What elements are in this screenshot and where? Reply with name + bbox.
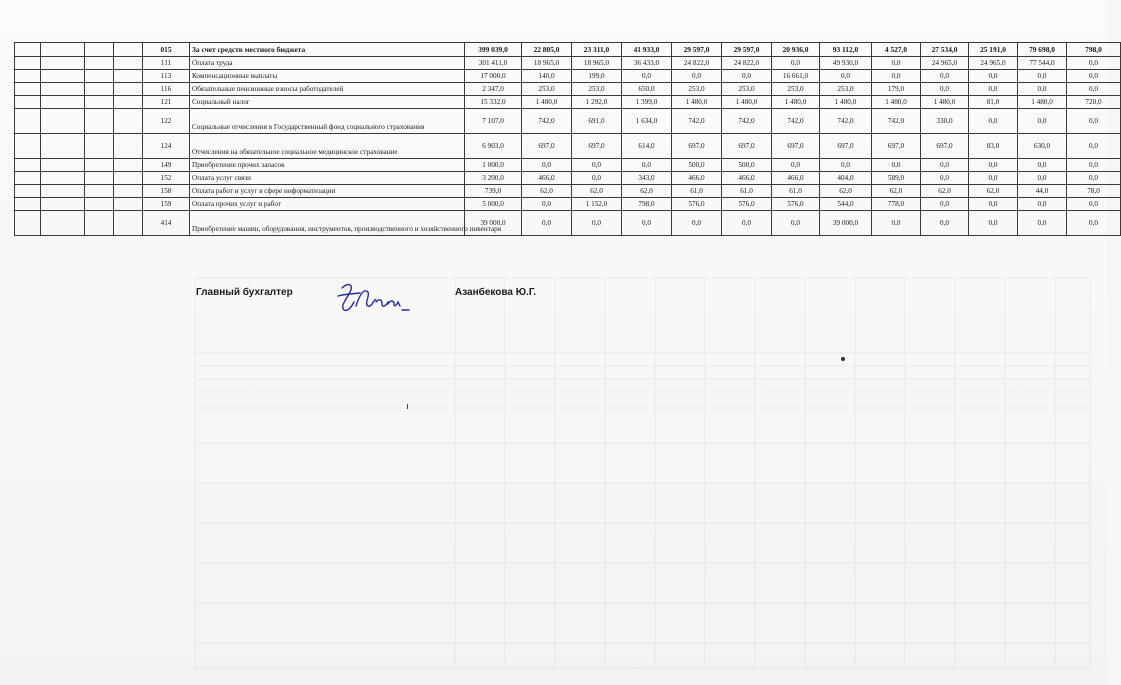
amount-cell: 697,0 — [820, 134, 872, 159]
blank-cell — [85, 134, 114, 159]
code-cell: 116 — [143, 83, 190, 96]
blank-cell — [15, 185, 41, 198]
blank-cell — [15, 134, 41, 159]
item-name-cell: Обязательные пенсионные взносы работодателей — [190, 83, 465, 96]
code-cell: 152 — [143, 172, 190, 185]
amount-cell: 576,0 — [772, 198, 820, 211]
table-header-row — [15, 43, 1121, 57]
amount-cell: 253,0 — [820, 83, 872, 96]
amount-cell: 466,0 — [672, 172, 722, 185]
amount-cell: 4 527,0 — [872, 43, 921, 57]
amount-cell: 253,0 — [772, 83, 820, 96]
amount-cell: 253,0 — [722, 83, 772, 96]
blank-cell — [15, 70, 41, 83]
amount-cell: 0,0 — [772, 211, 820, 236]
blank-cell — [114, 211, 143, 236]
amount-cell: 199,0 — [572, 70, 622, 83]
item-name-cell: Приобретение машин, оборудования, инструментов, производственного и хозяйственного инвентаря — [190, 211, 465, 236]
code-cell: 158 — [143, 185, 190, 198]
blank-cell — [114, 172, 143, 185]
table-row — [15, 83, 1121, 96]
amount-cell: 93 112,0 — [820, 43, 872, 57]
amount-cell: 0,0 — [1067, 211, 1121, 236]
amount-cell: 301 411,0 — [465, 57, 522, 70]
code-cell: 414 — [143, 211, 190, 236]
amount-cell: 24 965,0 — [969, 57, 1018, 70]
amount-cell: 1 480,0 — [1018, 96, 1067, 109]
amount-cell: 20 936,0 — [772, 43, 820, 57]
amount-cell: 3 200,0 — [465, 172, 522, 185]
table-row — [15, 185, 1121, 198]
amount-cell: 0,0 — [522, 198, 572, 211]
amount-cell: 0,0 — [1018, 198, 1067, 211]
amount-cell: 0,0 — [921, 198, 969, 211]
amount-cell: 466,0 — [722, 172, 772, 185]
ink-speck — [840, 356, 846, 362]
amount-cell: 0,0 — [1018, 70, 1067, 83]
amount-cell: 61,0 — [722, 185, 772, 198]
amount-cell: 62,0 — [522, 185, 572, 198]
amount-cell: 1 480,0 — [820, 96, 872, 109]
amount-cell: 0,0 — [1018, 109, 1067, 134]
table-row — [15, 57, 1121, 70]
amount-cell: 5 000,0 — [465, 198, 522, 211]
amount-cell: 544,0 — [820, 198, 872, 211]
amount-cell: 798,0 — [1067, 43, 1121, 57]
amount-cell: 62,0 — [572, 185, 622, 198]
item-name-cell: Оплата труда — [190, 57, 465, 70]
amount-cell: 79 698,0 — [1018, 43, 1067, 57]
amount-cell: 29 597,0 — [722, 43, 772, 57]
blank-cell — [15, 211, 41, 236]
amount-cell: 0,0 — [872, 159, 921, 172]
amount-cell: 697,0 — [772, 134, 820, 159]
table-row — [15, 172, 1121, 185]
blank-cell — [85, 211, 114, 236]
amount-cell: 62,0 — [921, 185, 969, 198]
blank-cell — [85, 185, 114, 198]
bleed-through-table — [185, 258, 1100, 678]
blank-cell — [15, 172, 41, 185]
blank-cell — [114, 109, 143, 134]
blank-cell — [41, 159, 85, 172]
handwritten-signature — [334, 276, 414, 318]
code-cell: 111 — [143, 57, 190, 70]
item-name-cell: Оплата услуг связи — [190, 172, 465, 185]
table-row — [15, 70, 1121, 83]
amount-cell: 18 965,0 — [572, 57, 622, 70]
budget-table — [14, 42, 1121, 236]
code-cell: 113 — [143, 70, 190, 83]
amount-cell: 742,0 — [820, 109, 872, 134]
amount-cell: 18 965,0 — [522, 57, 572, 70]
amount-cell: 697,0 — [872, 134, 921, 159]
amount-cell: 41 933,0 — [622, 43, 672, 57]
amount-cell: 500,0 — [722, 159, 772, 172]
item-name-cell: За счет средств местного бюджета — [190, 43, 465, 57]
blank-cell — [114, 70, 143, 83]
amount-cell: 0,0 — [622, 159, 672, 172]
amount-cell: 0,0 — [772, 159, 820, 172]
amount-cell: 0,0 — [772, 57, 820, 70]
table-row — [15, 198, 1121, 211]
amount-cell: 0,0 — [1067, 83, 1121, 96]
amount-cell: 49 930,0 — [820, 57, 872, 70]
amount-cell: 697,0 — [672, 134, 722, 159]
amount-cell: 62,0 — [969, 185, 1018, 198]
blank-cell — [114, 134, 143, 159]
amount-cell: 0,0 — [522, 159, 572, 172]
amount-cell: 0,0 — [820, 159, 872, 172]
code-cell: 015 — [143, 43, 190, 57]
amount-cell: 1 152,0 — [572, 198, 622, 211]
amount-cell: 62,0 — [622, 185, 672, 198]
amount-cell: 0,0 — [1018, 83, 1067, 96]
amount-cell: 691,0 — [572, 109, 622, 134]
amount-cell: 44,0 — [1018, 185, 1067, 198]
amount-cell: 798,0 — [622, 198, 672, 211]
blank-cell — [85, 198, 114, 211]
table-row — [15, 159, 1121, 172]
amount-cell: 742,0 — [772, 109, 820, 134]
amount-cell: 778,0 — [872, 198, 921, 211]
item-name-cell: Оплата работ и услуг в сфере информатизации — [190, 185, 465, 198]
amount-cell: 27 534,0 — [921, 43, 969, 57]
item-name-cell: Социальный налог — [190, 96, 465, 109]
amount-cell: 0,0 — [921, 172, 969, 185]
amount-cell: 1 399,0 — [622, 96, 672, 109]
amount-cell: 630,0 — [1018, 134, 1067, 159]
amount-cell: 253,0 — [522, 83, 572, 96]
amount-cell: 466,0 — [522, 172, 572, 185]
amount-cell: 179,0 — [872, 83, 921, 96]
amount-cell: 0,0 — [820, 70, 872, 83]
code-cell: 124 — [143, 134, 190, 159]
amount-cell: 36 433,0 — [622, 57, 672, 70]
amount-cell: 0,0 — [622, 211, 672, 236]
blank-cell — [15, 57, 41, 70]
amount-cell: 742,0 — [522, 109, 572, 134]
amount-cell: 0,0 — [872, 70, 921, 83]
signer-name: Азанбекова Ю.Г. — [455, 287, 537, 298]
amount-cell: 1 292,0 — [572, 96, 622, 109]
code-cell: 149 — [143, 159, 190, 172]
blank-cell — [41, 134, 85, 159]
blank-cell — [85, 109, 114, 134]
amount-cell: 0,0 — [1018, 159, 1067, 172]
amount-cell: 17 000,0 — [465, 70, 522, 83]
blank-cell — [85, 43, 114, 57]
amount-cell: 24 822,0 — [722, 57, 772, 70]
amount-cell: 62,0 — [820, 185, 872, 198]
amount-cell: 500,0 — [672, 159, 722, 172]
amount-cell: 39 000,0 — [820, 211, 872, 236]
blank-cell — [85, 57, 114, 70]
blank-cell — [41, 96, 85, 109]
amount-cell: 0,0 — [969, 198, 1018, 211]
blank-cell — [85, 159, 114, 172]
blank-cell — [114, 185, 143, 198]
blank-cell — [15, 96, 41, 109]
amount-cell: 25 191,0 — [969, 43, 1018, 57]
amount-cell: 24 822,0 — [672, 57, 722, 70]
item-name-cell: Оплата прочих услуг и работ — [190, 198, 465, 211]
amount-cell: 0,0 — [1018, 172, 1067, 185]
blank-cell — [114, 43, 143, 57]
amount-cell: 1 480,0 — [672, 96, 722, 109]
amount-cell: 0,0 — [572, 211, 622, 236]
amount-cell: 61,0 — [772, 185, 820, 198]
amount-cell: 0,0 — [921, 83, 969, 96]
amount-cell: 0,0 — [969, 83, 1018, 96]
blank-cell — [85, 172, 114, 185]
amount-cell: 0,0 — [969, 70, 1018, 83]
blank-cell — [41, 211, 85, 236]
blank-cell — [114, 96, 143, 109]
amount-cell: 15 332,0 — [465, 96, 522, 109]
amount-cell: 0,0 — [872, 211, 921, 236]
blank-cell — [41, 185, 85, 198]
amount-cell: 742,0 — [722, 109, 772, 134]
amount-cell: 253,0 — [672, 83, 722, 96]
amount-cell: 7 107,0 — [465, 109, 522, 134]
amount-cell: 0,0 — [969, 172, 1018, 185]
amount-cell: 22 805,0 — [522, 43, 572, 57]
code-cell: 122 — [143, 109, 190, 134]
blank-cell — [15, 43, 41, 57]
amount-cell: 0,0 — [1067, 70, 1121, 83]
amount-cell: 6 903,0 — [465, 134, 522, 159]
amount-cell: 1 480,0 — [522, 96, 572, 109]
amount-cell: 62,0 — [872, 185, 921, 198]
amount-cell: 0,0 — [921, 70, 969, 83]
blank-cell — [41, 70, 85, 83]
amount-cell: 0,0 — [1067, 198, 1121, 211]
amount-cell: 0,0 — [969, 211, 1018, 236]
amount-cell: 0,0 — [672, 211, 722, 236]
amount-cell: 81,0 — [969, 96, 1018, 109]
amount-cell: 739,0 — [465, 185, 522, 198]
blank-cell — [15, 198, 41, 211]
amount-cell: 0,0 — [722, 70, 772, 83]
amount-cell: 0,0 — [1018, 211, 1067, 236]
amount-cell: 0,0 — [1067, 134, 1121, 159]
blank-cell — [15, 159, 41, 172]
amount-cell: 77 544,0 — [1018, 57, 1067, 70]
amount-cell: 1 480,0 — [722, 96, 772, 109]
amount-cell: 697,0 — [921, 134, 969, 159]
amount-cell: 404,0 — [820, 172, 872, 185]
blank-cell — [41, 43, 85, 57]
amount-cell: 1 000,0 — [465, 159, 522, 172]
amount-cell: 0,0 — [572, 172, 622, 185]
amount-cell: 140,0 — [522, 70, 572, 83]
amount-cell: 0,0 — [1067, 172, 1121, 185]
amount-cell: 23 311,0 — [572, 43, 622, 57]
amount-cell: 83,0 — [969, 134, 1018, 159]
amount-cell: 24 965,0 — [921, 57, 969, 70]
blank-cell — [85, 83, 114, 96]
table-row — [15, 211, 1121, 236]
amount-cell: 466,0 — [772, 172, 820, 185]
blank-cell — [41, 198, 85, 211]
code-cell: 121 — [143, 96, 190, 109]
amount-cell: 0,0 — [1067, 57, 1121, 70]
amount-cell: 589,0 — [872, 172, 921, 185]
amount-cell: 0,0 — [672, 70, 722, 83]
amount-cell: 343,0 — [622, 172, 672, 185]
blank-cell — [114, 83, 143, 96]
blank-cell — [114, 198, 143, 211]
amount-cell: 61,0 — [672, 185, 722, 198]
amount-cell: 697,0 — [572, 134, 622, 159]
amount-cell: 0,0 — [1067, 159, 1121, 172]
blank-cell — [41, 172, 85, 185]
amount-cell: 0,0 — [872, 57, 921, 70]
amount-cell: 0,0 — [921, 159, 969, 172]
amount-cell: 1 480,0 — [872, 96, 921, 109]
amount-cell: 399 039,0 — [465, 43, 522, 57]
amount-cell: 16 661,0 — [772, 70, 820, 83]
amount-cell: 253,0 — [572, 83, 622, 96]
blank-cell — [114, 57, 143, 70]
amount-cell: 720,0 — [1067, 96, 1121, 109]
amount-cell: 576,0 — [672, 198, 722, 211]
blank-cell — [41, 57, 85, 70]
amount-cell: 0,0 — [622, 70, 672, 83]
code-cell: 159 — [143, 198, 190, 211]
blank-cell — [41, 109, 85, 134]
amount-cell: 614,0 — [622, 134, 672, 159]
amount-cell: 0,0 — [921, 211, 969, 236]
table-row — [15, 109, 1121, 134]
amount-cell: 29 597,0 — [672, 43, 722, 57]
amount-cell: 330,0 — [921, 109, 969, 134]
blank-cell — [114, 159, 143, 172]
blank-cell — [85, 70, 114, 83]
amount-cell: 0,0 — [969, 109, 1018, 134]
amount-cell: 576,0 — [722, 198, 772, 211]
blank-cell — [15, 83, 41, 96]
amount-cell: 0,0 — [572, 159, 622, 172]
item-name-cell: Социальные отчисления в Государственный фонд социального страхования — [190, 109, 465, 134]
item-name-cell: Приобретение прочих запасов — [190, 159, 465, 172]
chief-accountant-label: Главный бухгалтер — [196, 287, 293, 298]
amount-cell: 1 480,0 — [921, 96, 969, 109]
amount-cell: 0,0 — [522, 211, 572, 236]
amount-cell: 697,0 — [722, 134, 772, 159]
blank-cell — [41, 83, 85, 96]
item-name-cell: Компенсационные выплаты — [190, 70, 465, 83]
blank-cell — [15, 109, 41, 134]
amount-cell: 742,0 — [872, 109, 921, 134]
amount-cell: 650,0 — [622, 83, 672, 96]
table-row — [15, 134, 1121, 159]
amount-cell: 78,0 — [1067, 185, 1121, 198]
table-row — [15, 96, 1121, 109]
amount-cell: 39 000,0 — [465, 211, 522, 236]
amount-cell: 0,0 — [722, 211, 772, 236]
item-name-cell: Отчисления на обязательное социальное медицинское страхование — [190, 134, 465, 159]
blank-cell — [85, 96, 114, 109]
amount-cell: 1 634,0 — [622, 109, 672, 134]
amount-cell: 0,0 — [969, 159, 1018, 172]
amount-cell: 2 347,0 — [465, 83, 522, 96]
ink-speck — [406, 404, 409, 410]
amount-cell: 742,0 — [672, 109, 722, 134]
amount-cell: 0,0 — [1067, 109, 1121, 134]
amount-cell: 1 480,0 — [772, 96, 820, 109]
amount-cell: 697,0 — [522, 134, 572, 159]
